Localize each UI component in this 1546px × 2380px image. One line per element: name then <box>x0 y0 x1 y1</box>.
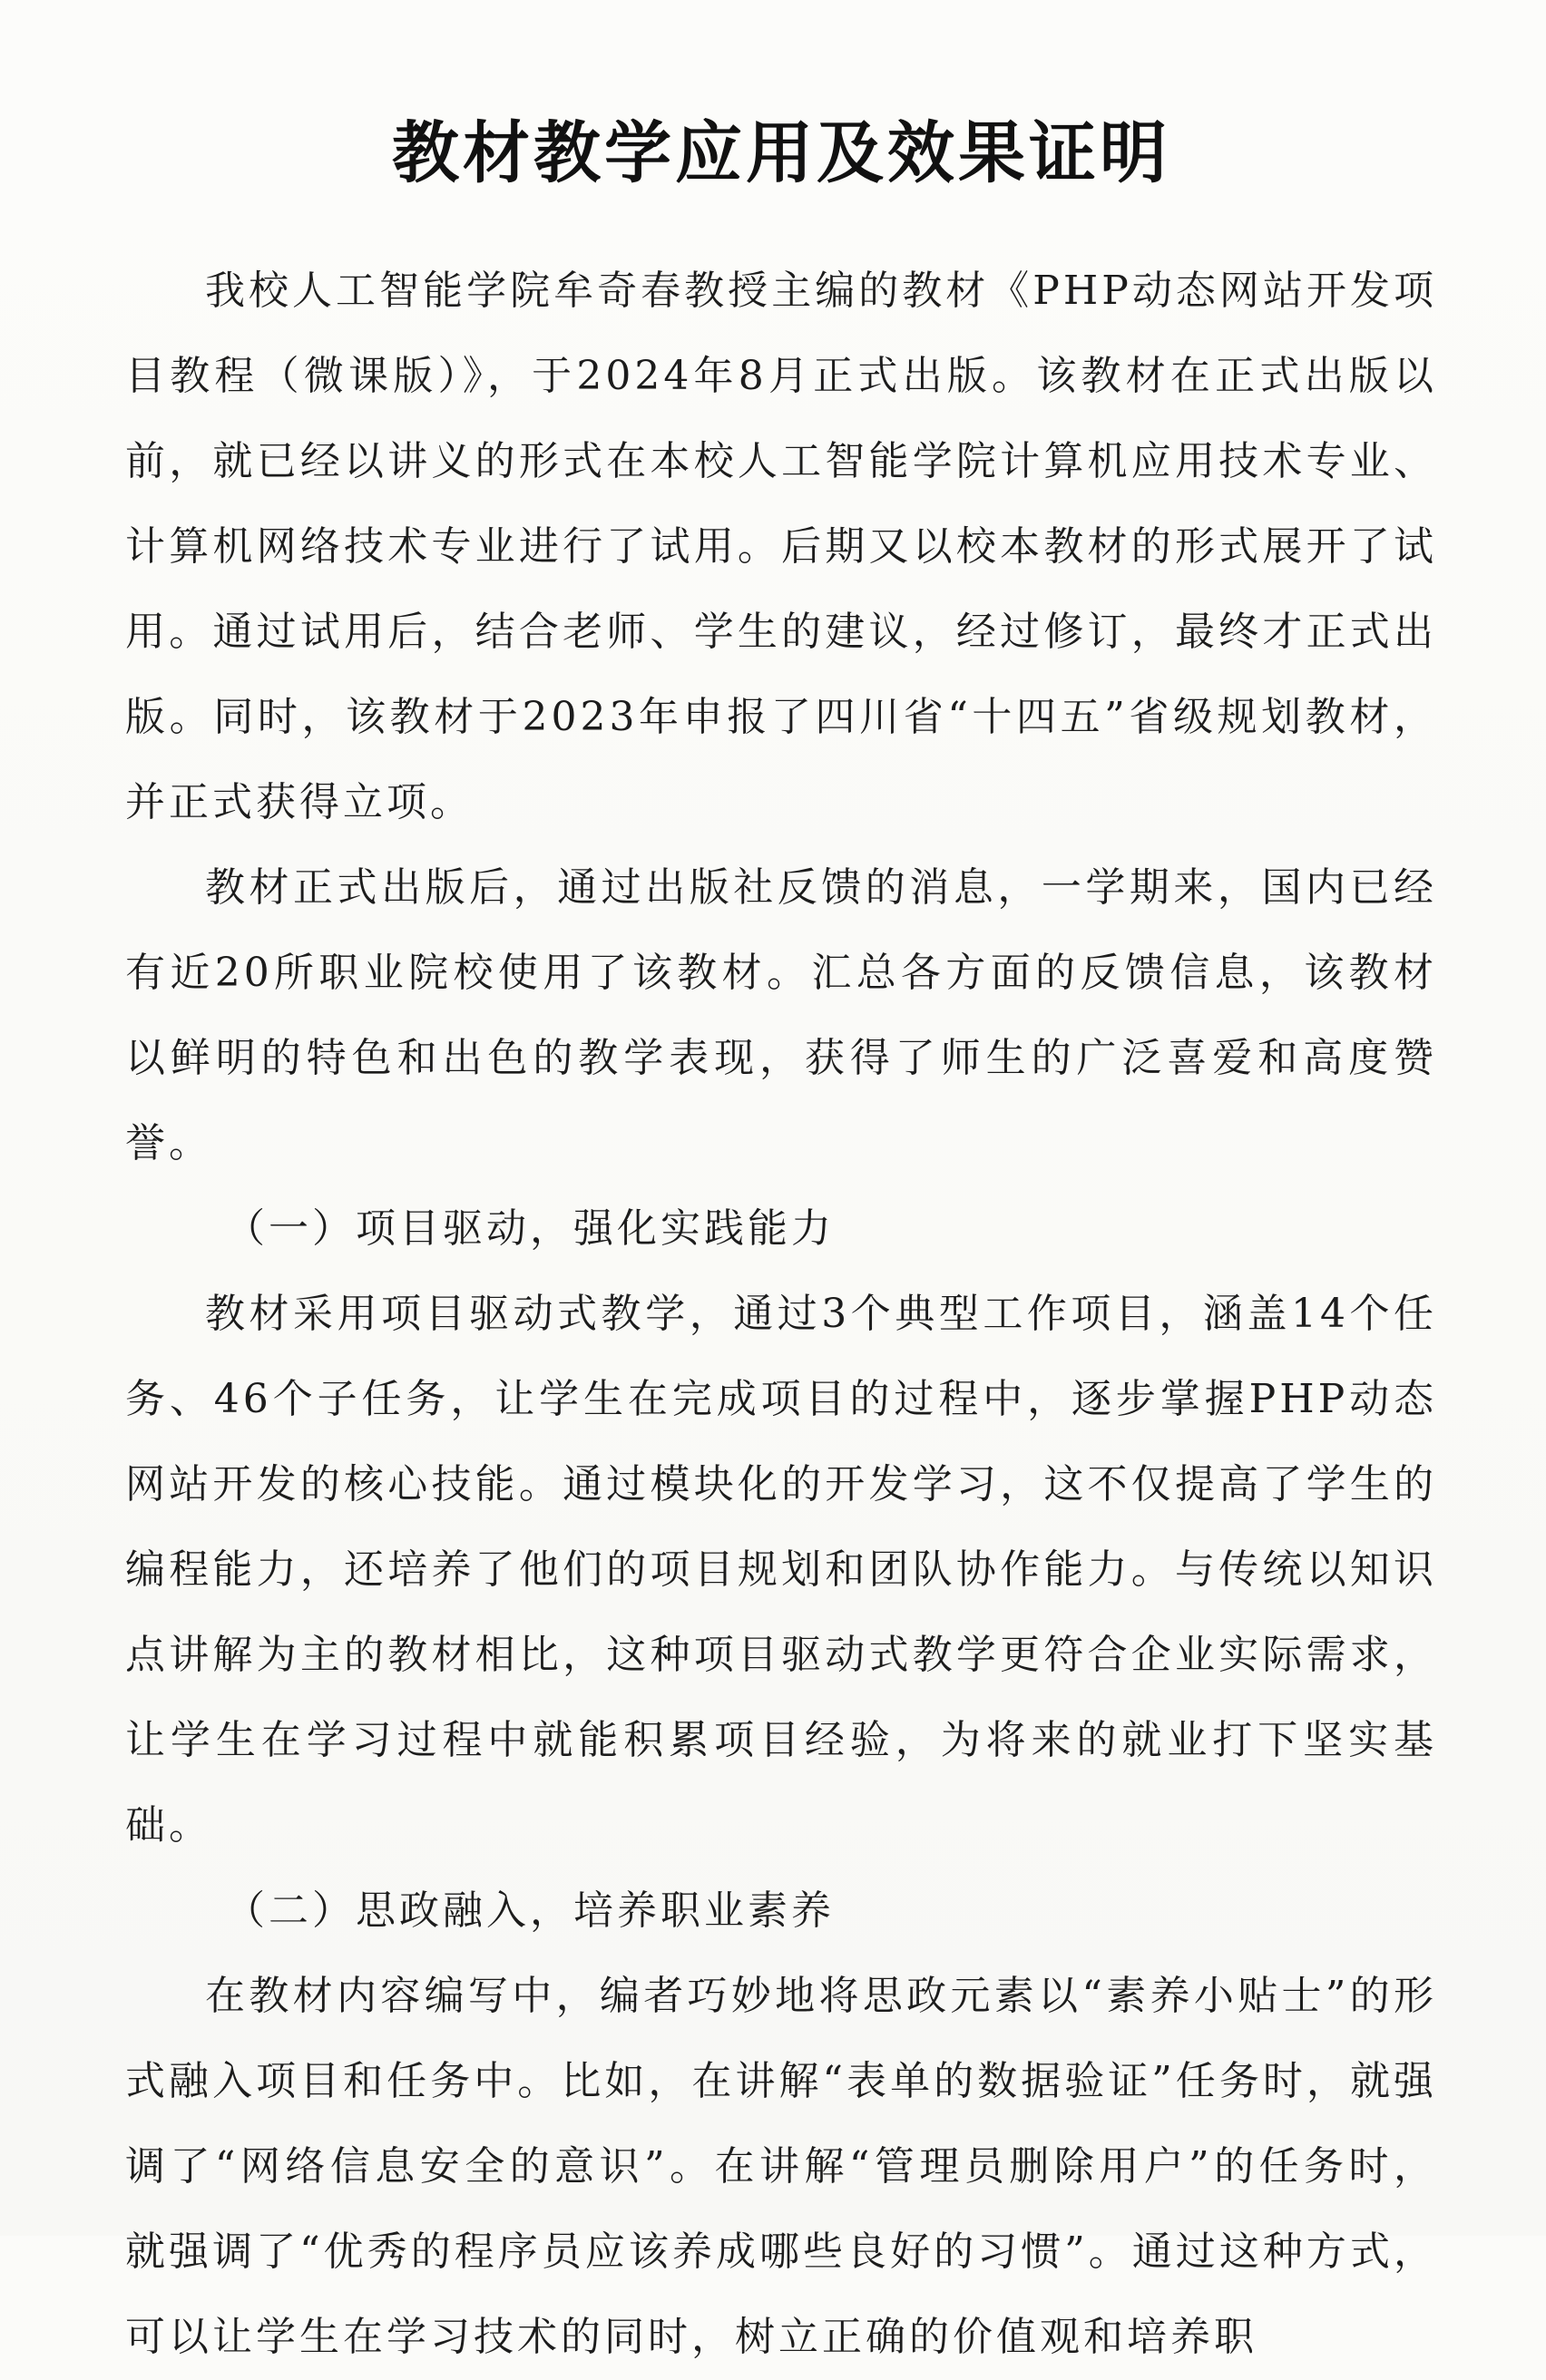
section-heading-ideology: （二）思政融入，培养职业素养 <box>225 1887 835 1934</box>
paragraph-publication: 我校人工智能学院牟奇春教授主编的教材《PHP动态网站开发项目教程（微课版）》，于2024年8月正式出版。该教材在正式出版以前，就已经以讲义的形式在本校人工智能学院计算机应用技术专业、计算机网络技术专业进行了试用。后期又以校本教材的形式展开了试用。通过试用后，结合老师、学生的建议，经过修订，最终才正式出版。同时，该教材于2023年申报了四川省“十四五”省级规划教材，并正式获得立项。 <box>125 268 1437 825</box>
paragraph-ideology: 在教材内容编写中，编者巧妙地将思政元素以“素养小贴士”的形式融入项目和任务中。比如，在讲解“表单的数据验证”任务时，就强调了“网络信息安全的意识”。在讲解“管理员删除用户”的任务时，就强调了“优秀的程序员应该养成哪些良好的习惯”。通过这种方式，可以让学生在学习技术的同时，树立正确的价值观和培养职 <box>125 1973 1437 2360</box>
paragraph-feedback: 教材正式出版后，通过出版社反馈的消息，一学期来，国内已经有近20所职业院校使用了该教材。汇总各方面的反馈信息，该教材以鲜明的特色和出色的教学表现，获得了师生的广泛喜爱和高度赞誉。 <box>125 864 1437 1166</box>
section-heading-project-driven: （一）项目驱动，强化实践能力 <box>225 1205 835 1252</box>
paragraph-project-driven: 教材采用项目驱动式教学，通过3个典型工作项目，涵盖14个任务、46个子任务，让学生在完成项目的过程中，逐步掌握PHP动态网站开发的核心技能。通过模块化的开发学习，这不仅提高了学生的编程能力，还培养了他们的项目规划和团队协作能力。与传统以知识点讲解为主的教材相比，这种项目驱动式教学更符合企业实际需求，让学生在学习过程中就能积累项目经验，为将来的就业打下坚实基础。 <box>125 1291 1437 1848</box>
document-title: 教材教学应用及效果证明 <box>392 114 1170 192</box>
